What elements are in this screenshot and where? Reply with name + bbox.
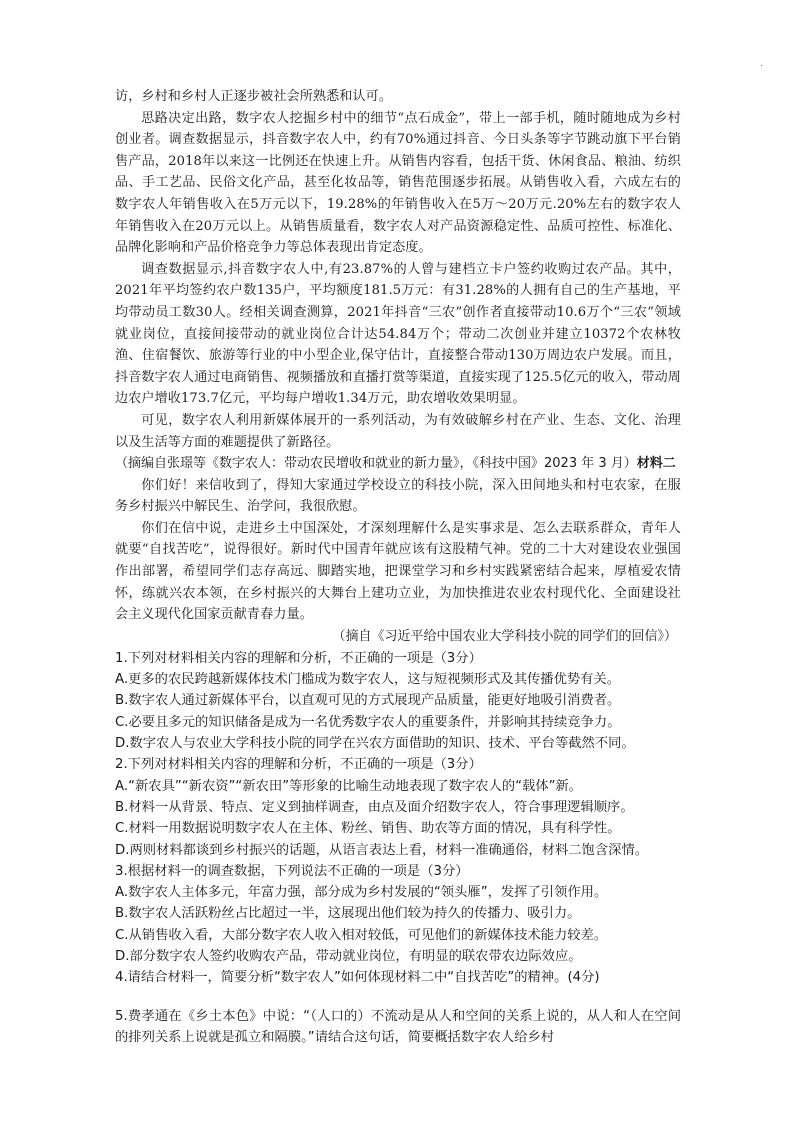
question-5: 5.费孝通在《乡土本色》中说：“（人口的）不流动是从人和空间的关系上说的，从人和人在空间的排列关系上说就是孤立和隔膜。”请结合这句话，简要概括数字农人给乡村 xyxy=(115,1008,681,1045)
question-1-option-d: D.数字农人与农业大学科技小院的同学在兴农方面借助的知识、技术、平台等截然不同。 xyxy=(115,736,635,752)
material-one-paragraph: 可见，数字农人利用新媒体展开的一系列活动，为有效破解乡村在产业、生态、文化、治理以及生活等方面的难题提供了新路径。 xyxy=(115,412,681,450)
page-content xyxy=(115,86,681,1048)
source-citation: （摘编自张璟等《数字农人：带动农民增收和就业的新力量》，《科技中国》2023 年 3 月） xyxy=(115,456,637,472)
question-2-option-d: D.两则材料都谈到乡村振兴的话题，从语言表达上看，材料一准确通俗，材料二饱含深情。 xyxy=(115,842,649,858)
corner-mark: . xyxy=(760,58,764,69)
spacer xyxy=(115,989,681,1006)
material-one-paragraph: 思路决定出路，数字农人挖掘乡村中的细节“点石成金”，带上一部手机，随时随地成为乡村创业者。调查数据显示，抖音数字农人中，约有70%通过抖音、今日头条等字节跳动旗下平台销售产品，2018年以来这一比例还在快速上升。从销售内容看，包括干货、休闲食品、粮油、纺织品、手工艺品、民俗文化产品，甚至化妆品等，销售范围逐步拓展。从销售收入看，六成左右的数字农人年销售收入在5万元以下，19.28%的年销售收入在5万～20万元.20%左右的数字农人年销售收入在20万元以上。从销售质量看，数字农人对产品资源稳定性、品质可控性、标准化、品牌化影响和产品价格竞争力等总体表现出肯定态度。 xyxy=(115,110,681,256)
material-one-paragraph: 调查数据显示,抖音数字农人中,有23.87%的人曾与建档立卡户签约收购过农产品。其中，2021年平均签约农户数135户，平均额度181.5万元：有31.28%的人拥有自己的生产基地，平均带动员工数30人。经相关调查测算，2021年抖音“三农”创作者直接带动10.6万个“三农”领域就业岗位，直接间接带动的就业岗位合计达54.84万个；带动二次创业并建立10372个农林牧渔、住宿餐饮、旅游等行业的中小型企业,保守估计，直接整合带动130万周边农户发展。而且，抖音数字农人通过电商销售、视频播放和直播打赏等渠道，直接实现了125.5亿元的收入，带动周边农户增收173.7亿元，平均每户增收1.34万元，助农增收效果明显。 xyxy=(115,261,681,407)
question-1-option-a: A.更多的农民跨越新媒体技术门槛成为数字农人，这与短视频形式及其传播优势有关。 xyxy=(115,672,621,688)
material-two-paragraph: 你们好！来信收到了，得知大家通过学校设立的科技小院，深入田间地头和村屯农家，在服务乡村振兴中解民生、治学问，我很欣慰。 xyxy=(115,477,681,515)
question-3-option-a: A.数字农人主体多元，年富力强，部分成为乡村发展的“领头雁”，发挥了引领作用。 xyxy=(115,885,608,901)
question-2-option-a: A.“新农具”“新农资”“新农田”等形象的比喻生动地表现了数字农人的“载体”新。 xyxy=(115,778,583,794)
question-3-option-d: D.部分数字农人签约收购农产品，带动就业岗位，有明显的联农带农边际效应。 xyxy=(115,949,582,964)
material-two-paragraph: 你们在信中说，走进乡土中国深处，才深刻理解什么是实事求是、怎么去联系群众，青年人就要“自找苦吃”，说得很好。新时代中国青年就应该有这股精气神。党的二十大对建设农业强国作出部署，希望同学们志存高远、脚踏实地，把课堂学习和乡村实践紧密结合起来，厚植爱农情怀，练就兴农本领，在乡村振兴的大舞台上建功立业，为加快推进农业农村现代化、全面建设社会主义现代化国家贡献青春力量。 xyxy=(115,520,681,623)
question-3-stem: 3.根据材料一的调查数据，下列说法不正确的一项是（3分） xyxy=(115,863,469,879)
question-1-option-c: C.必要且多元的知识储备是成为一名优秀数字农人的重要条件，并影响其持续竞争力。 xyxy=(115,714,621,730)
question-list xyxy=(115,648,681,989)
material-one-paragraph: 访，乡村和乡村人正逐步被社会所熟悉和认可。 xyxy=(115,89,393,104)
material-one-source xyxy=(115,453,681,475)
question-2-option-b: B.材料一从背景、特点、定义到抽样调查，由点及面介绍数字农人，符合事理逻辑顺序。 xyxy=(115,799,634,815)
question-2-stem: 2.下列对材料相关内容的理解和分析，不正确的一项是（3分） xyxy=(115,757,482,773)
question-1-stem: 1.下列对材料相关内容的理解和分析，不正确的一项是（3分） xyxy=(115,650,482,666)
material-two-heading: 材料二 xyxy=(636,456,676,472)
question-2-option-c: C.材料一用数据说明数字农人在主体、粉丝、销售、助农等方面的情况，具有科学性。 xyxy=(115,821,621,837)
material-two-source: （摘自《习近平给中国农业大学科技小院的同学们的回信》） xyxy=(332,628,677,644)
question-4: 4.请结合材料一，简要分析“数字农人”如何体现材料二中“自找苦吃”的精神。(4分) xyxy=(115,970,600,986)
question-1-option-b: B.数字农人通过新媒体平台，以直观可见的方式展现产品质量，能更好地吸引消费者。 xyxy=(115,693,621,709)
question-3-option-c: C.从销售收入看，大部分数字农人收入相对较低，可见他们的新媒体技术能力较差。 xyxy=(115,927,608,943)
question-3-option-b: B.数字农人活跃粉丝占比超过一半，这展现出他们较为持久的传播力、吸引力。 xyxy=(115,906,581,922)
